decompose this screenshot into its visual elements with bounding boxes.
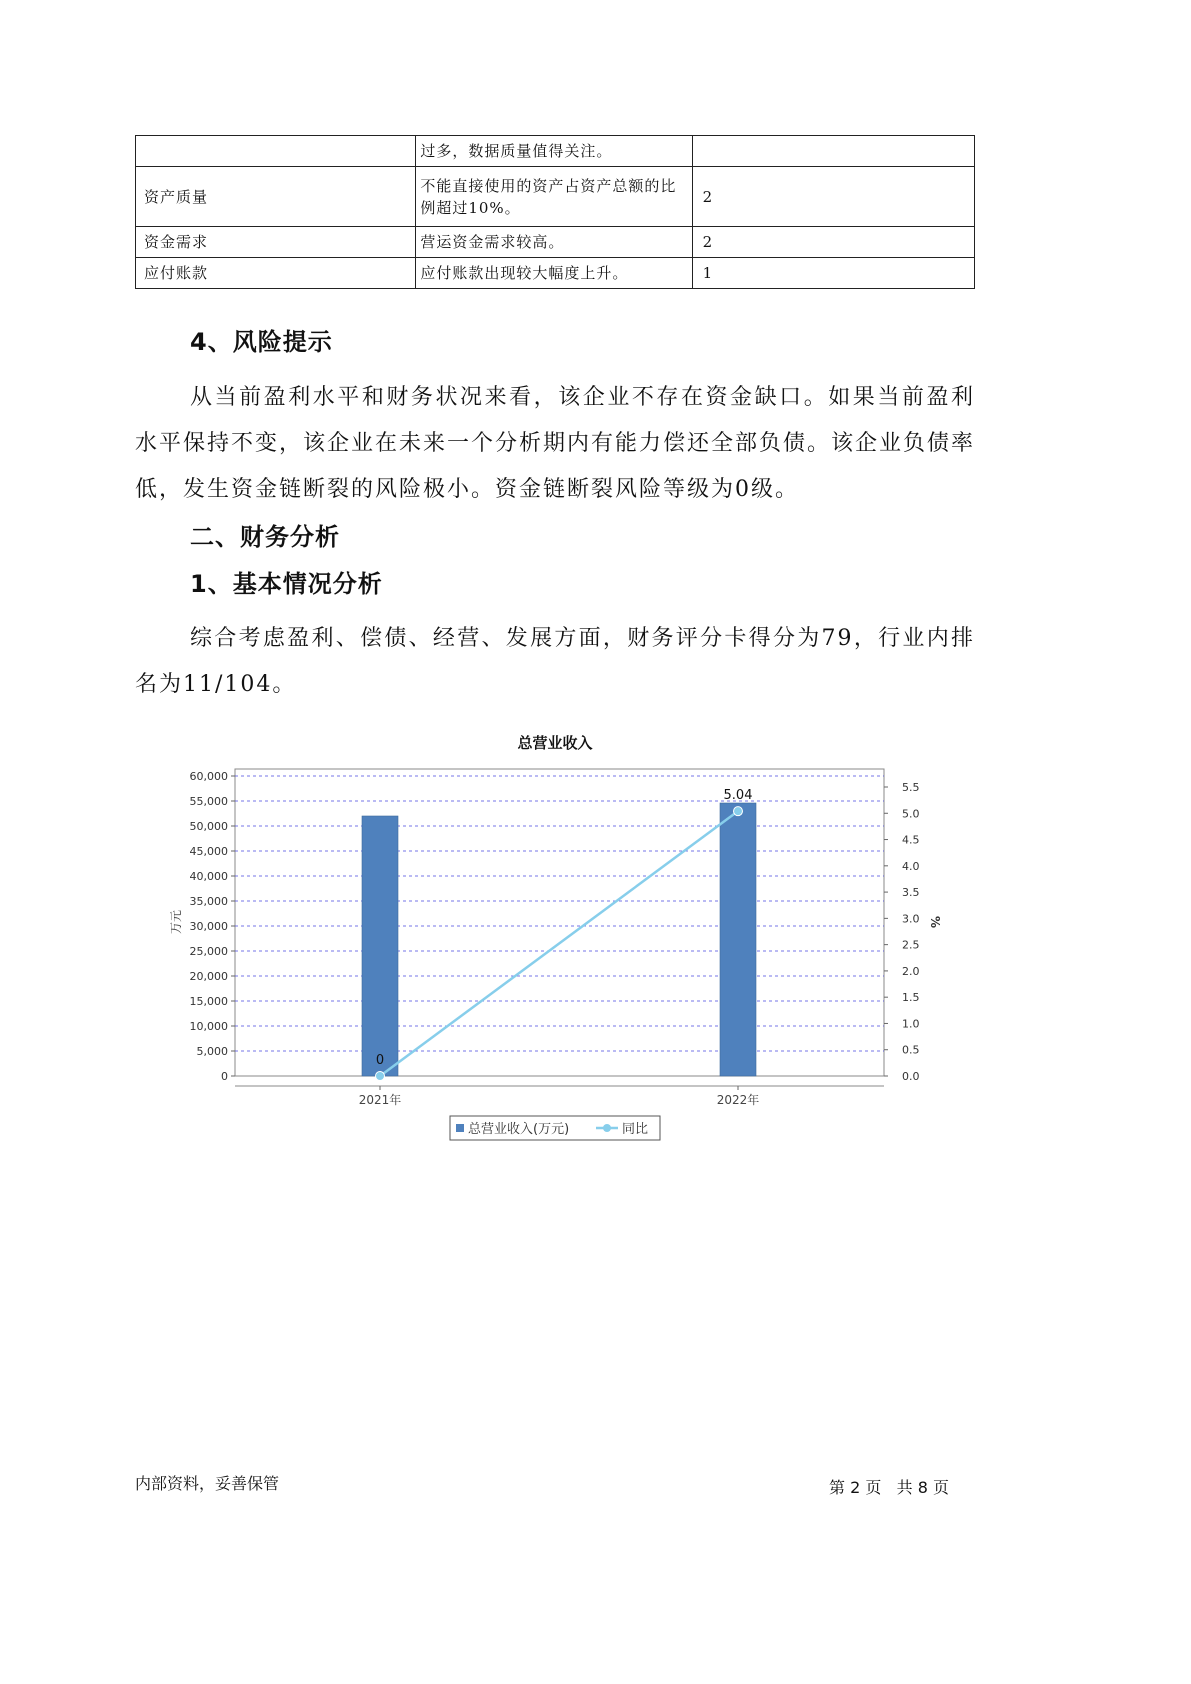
y2-tick-label: 5.0 <box>902 807 920 821</box>
data-label: 0 <box>375 1053 385 1068</box>
legend-line-marker <box>603 1124 611 1132</box>
table-cell-item: 资产质量 <box>136 167 416 227</box>
section-heading-basic-analysis: 1、基本情况分析 <box>190 570 383 598</box>
y2-tick-label: 0.5 <box>902 1043 920 1057</box>
y-tick-label: 45,000 <box>189 845 228 858</box>
y-tick-label: 25,000 <box>189 945 228 958</box>
y-tick-label: 5,000 <box>196 1045 228 1058</box>
line-point <box>734 807 743 816</box>
table-cell-desc: 不能直接使用的资产占资产总额的比例超过10%。 <box>416 167 692 227</box>
section-heading-financial-analysis: 二、财务分析 <box>190 523 340 551</box>
y2-tick-label: 4.0 <box>902 859 920 873</box>
table-cell-item: 资金需求 <box>136 227 416 258</box>
table-cell-score: 2 <box>692 167 974 227</box>
y-axis-label: 万元 <box>169 909 183 935</box>
y-tick-label: 30,000 <box>189 920 228 933</box>
y-tick-label: 40,000 <box>189 870 228 883</box>
y2-tick-label: 1.0 <box>902 1017 920 1031</box>
y2-tick-label: 3.5 <box>902 886 920 900</box>
legend-line-label: 同比 <box>622 1122 649 1137</box>
y2-tick-label: 2.5 <box>902 938 920 952</box>
y-tick-label: 55,000 <box>189 795 228 808</box>
table-cell-score: 1 <box>692 258 974 289</box>
bar <box>362 816 398 1076</box>
y2-tick-label: 2.0 <box>902 964 920 978</box>
y-tick-label: 60,000 <box>189 770 228 783</box>
data-label: 5.04 <box>723 788 753 804</box>
bar <box>720 803 756 1076</box>
y-tick-label: 0 <box>221 1070 228 1083</box>
legend-bar-label: 总营业收入(万元) <box>468 1122 570 1137</box>
footer-confidential: 内部资料，妥善保管 <box>135 1474 280 1493</box>
y2-tick-label: 4.5 <box>902 833 920 847</box>
chart-title: 总营业收入 <box>517 734 593 752</box>
basic-analysis-paragraph: 综合考虑盈利、偿债、经营、发展方面，财务评分卡得分为79，行业内排名为11/104。 <box>135 626 975 697</box>
y-tick-label: 35,000 <box>189 895 228 908</box>
line-point <box>376 1072 385 1081</box>
risk-tips-paragraph: 从当前盈利水平和财务状况来看，该企业不存在资金缺口。如果当前盈利水平保持不变，该企业在未来一个分析期内有能力偿还全部负债。该企业负债率低，发生资金链断裂的风险极小。资金链断裂风险等级为0级。 <box>135 385 976 502</box>
y2-tick-label: 0.0 <box>902 1070 920 1083</box>
table-cell-desc: 营运资金需求较高。 <box>416 227 692 258</box>
plot-frame <box>235 769 884 1076</box>
table-cell-desc: 应付账款出现较大幅度上升。 <box>416 258 692 289</box>
y2-tick-label: 5.5 <box>902 781 920 794</box>
x-tick-label: 2021年 <box>358 1093 402 1107</box>
table-cell-item: 应付账款 <box>136 258 416 289</box>
y-tick-label: 50,000 <box>189 820 228 833</box>
y2-tick-label: 1.5 <box>902 991 920 1005</box>
y-tick-label: 20,000 <box>189 970 228 983</box>
legend-bar-swatch <box>456 1124 464 1132</box>
y2-axis-label: % <box>928 915 942 929</box>
table-cell-desc: 过多，数据质量值得关注。 <box>416 136 692 167</box>
x-tick-label: 2022年 <box>716 1093 760 1107</box>
y-tick-label: 15,000 <box>189 995 228 1008</box>
section-heading-risk-tips: 4、风险提示 <box>190 328 333 356</box>
page-number: 第 2 页 共 8 页 <box>829 1478 949 1497</box>
y-tick-label: 10,000 <box>189 1020 228 1033</box>
table-cell-score: 2 <box>692 227 974 258</box>
y2-tick-label: 3.0 <box>902 912 920 926</box>
